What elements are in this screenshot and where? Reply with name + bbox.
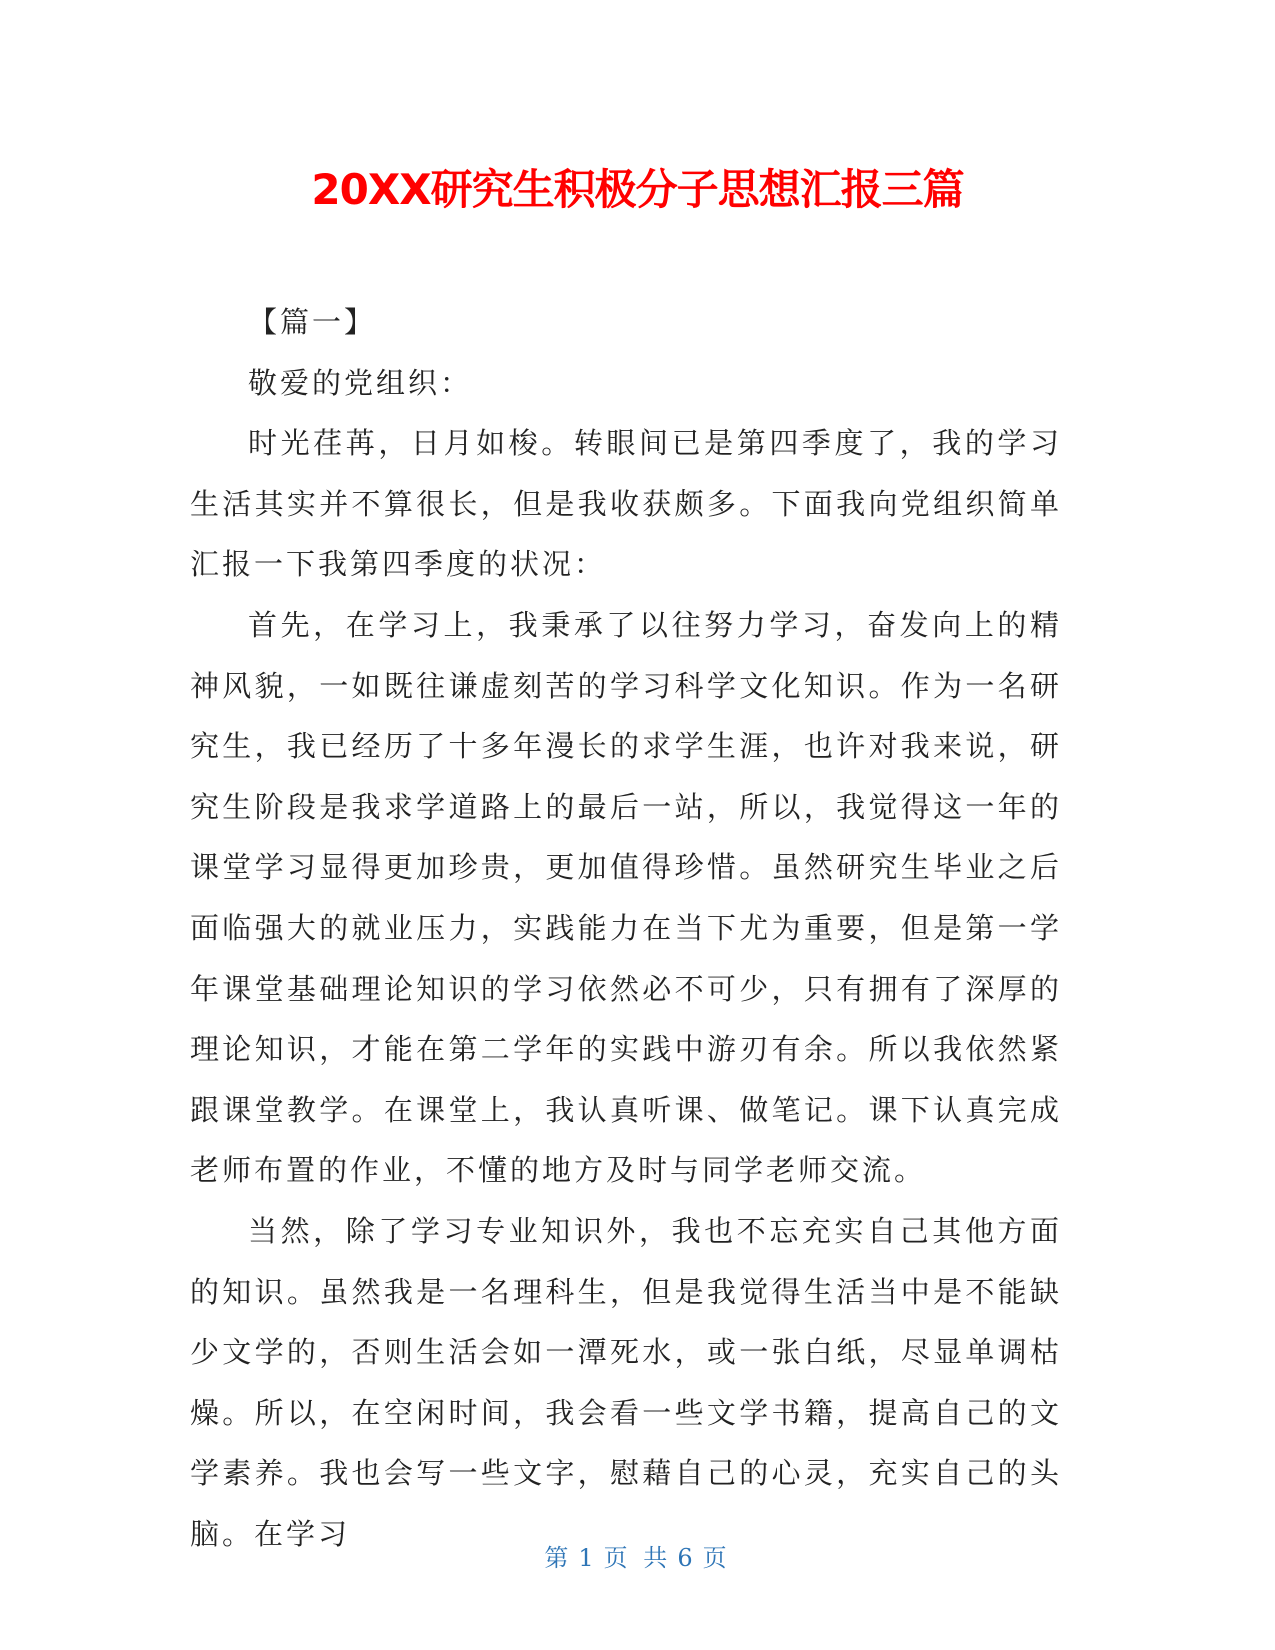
salutation: 敬爱的党组织： xyxy=(248,365,473,400)
page-number-footer xyxy=(0,1542,1275,1574)
body-paragraph: 当然，除了学习专业知识外，我也不忘充实自己其他方面的知识。虽然我是一名理科生，但是我觉得生活当中是不能缺少文学的，否则生活会如一潭死水，或一张白纸，尽显单调枯燥。所以，在空闲时间，我会看一些文学书籍，提高自己的文学素养。我也会写一些文字，慰藉自己的心灵，充实自己的头脑。在学习 xyxy=(190,1213,1062,1551)
page-label-prefix: 第 xyxy=(544,1544,573,1572)
body-paragraph: 时光荏苒，日月如梭。转眼间已是第四季度了，我的学习生活其实并不算很长，但是我收获颇多。下面我向党组织简单汇报一下我第四季度的状况： xyxy=(190,426,1062,582)
current-page-number: 1 xyxy=(578,1544,598,1572)
section-heading: 【篇一】 xyxy=(248,305,377,339)
document-title: 20XX研究生积极分子思想汇报三篇 xyxy=(311,165,964,214)
body-paragraph: 首先，在学习上，我秉承了以往努力学习，奋发向上的精神风貌，一如既往谦虚刻苦的学习科学文化知识。作为一名研究生，我已经历了十多年漫长的求学生涯，也许对我来说，研究生阶段是我求学道路上的最后一站，所以，我觉得这一年的课堂学习显得更加珍贵，更加值得珍惜。虽然研究生毕业之后面临强大的就业压力，实践能力在当下尤为重要，但是第一学年课堂基础理论知识的学习依然必不可少，只有拥有了深厚的理论知识，才能在第二学年的实践中游刃有余。所以我依然紧跟课堂教学。在课堂上，我认真听课、做笔记。课下认真完成老师布置的作业，不懂的地方及时与同学老师交流。 xyxy=(190,607,1062,1188)
page-label-mid: 页 共 xyxy=(603,1544,672,1572)
total-pages-number: 6 xyxy=(677,1544,697,1572)
page-label-suffix: 页 xyxy=(702,1544,731,1572)
document-body xyxy=(190,292,1062,1564)
